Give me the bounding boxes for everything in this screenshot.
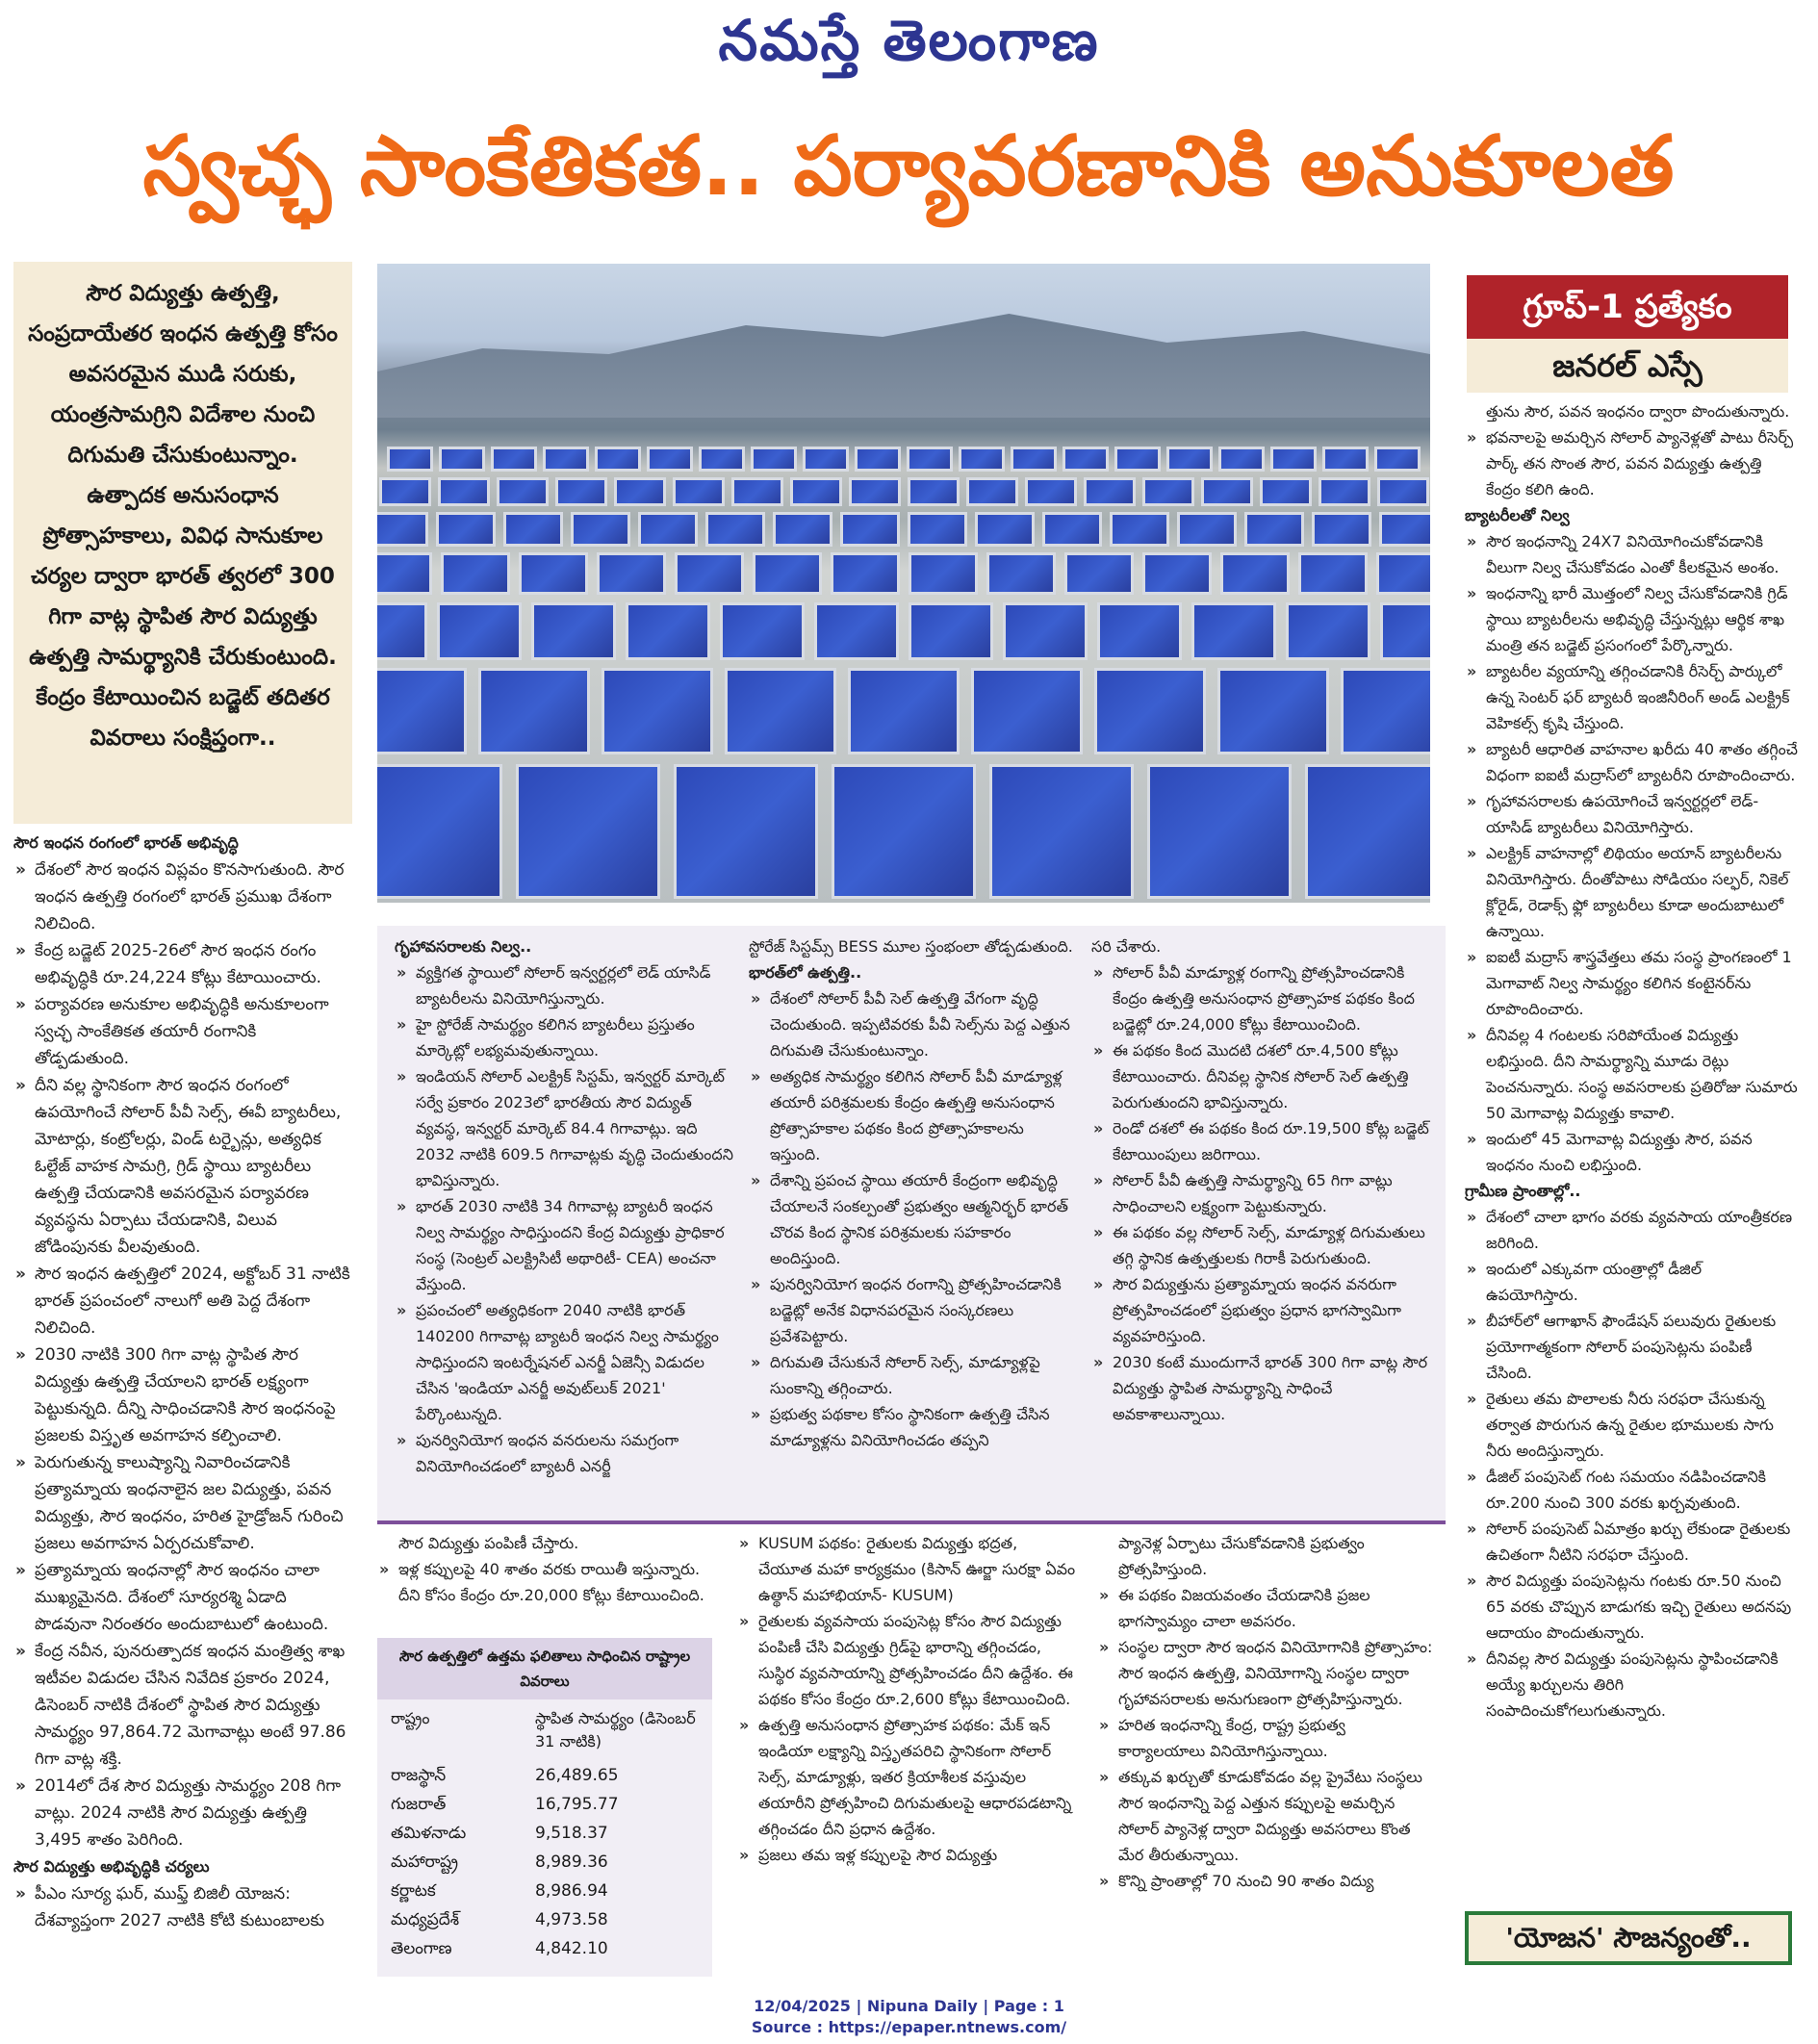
state-name: మహారాష్ట్ర — [391, 1852, 458, 1872]
solar-panel — [1244, 512, 1304, 547]
bullet: » సోలార్ పీవీ ఉత్పత్తి సామర్థ్యాన్ని 65 గిగా వాట్లు సాధించాలని లక్ష్యంగా పెట్టుకున్నారు. — [1091, 1167, 1430, 1219]
solar-panel — [1312, 512, 1371, 547]
solar-panel — [753, 552, 822, 595]
bullet: » కొన్ని ప్రాంతాల్లో 70 నుంచి 90 శాతం విద్యు — [1097, 1868, 1436, 1894]
table-row — [377, 1848, 712, 1877]
table-row — [377, 1905, 712, 1934]
solar-panel — [516, 764, 660, 899]
solar-panel — [1260, 477, 1312, 506]
bullet: » దేశంలో సోలార్ పీవీ సెల్ ఉత్పత్తి వేగంగా వృద్ధి చెందుతుంది. ఇప్పటివరకు పీవీ సెల్స్‌ను పెద్ద ఎత్తున దిగుమతి చేసుకుంటున్నాం. — [749, 985, 1076, 1063]
solar-panel — [1084, 477, 1136, 506]
solar-panel — [497, 477, 549, 506]
state-name: రాజస్థాన్ — [391, 1766, 447, 1785]
solar-panel — [1177, 512, 1237, 547]
state-name: కర్ణాటక — [391, 1881, 436, 1901]
solar-panel — [1025, 477, 1077, 506]
bullet: » సౌర విద్యుత్తు పంపుసెట్లను గంటకు రూ.50 నుంచి 65 వరకు చొప్పున బాడుగకు ఇచ్చి రైతులు అదనపు ఆదాయం పొందుతున్నారు. — [1465, 1568, 1798, 1646]
solar-panel — [1097, 602, 1182, 660]
solar-panel — [478, 668, 590, 754]
bullet: » పెరుగుతున్న కాలుష్యాన్ని నివారించడానికి ప్రత్యామ్నాయ ఇంధనాలైన జల విద్యుత్తు, పవన విద్యుత్తు, సౌర ఇంధనం, హరిత హైడ్రోజన్ గురించి ప్రజలు అవగాహన ఏర్పరచుకోవాలి. — [13, 1449, 352, 1557]
solar-panel — [377, 602, 427, 660]
solar-panel — [1166, 447, 1213, 472]
solar-panel — [647, 447, 693, 472]
bullet: » సౌర విద్యుత్తును ప్రత్యామ్నాయ ఇంధన వనరుగా ప్రోత్సహించడంలో ప్రభుత్వం ప్రధాన భాగస్వామిగా వ్యవహరిస్తుంది. — [1091, 1271, 1430, 1349]
bullet: » సోలార్ పీవీ మాడ్యూళ్ల రంగాన్ని ప్రోత్సహించడానికి కేంద్రం ఉత్పత్తి అనుసంధాన ప్రోత్సాహక పథకం కింద బడ్జెట్లో రూ.24,000 కోట్లు కేటాయించింది. — [1091, 959, 1430, 1037]
bullet: » సౌర ఇంధనాన్ని 24X7 వినియోగించుకోవడానికి వీలుగా నిల్వ చేసుకోవడం ఎంతో కీలకమైన అంశం. — [1465, 528, 1798, 580]
bullet: » ఇందులో 45 మెగావాట్ల విద్యుత్తు సౌర, పవన ఇంధనం నుంచి లభిస్తుంది. — [1465, 1126, 1798, 1178]
bullet: » గృహావసరాలకు ఉపయోగించే ఇన్వర్టర్లలో లెడ్-యాసిడ్ బ్యాటరీలు వినియోగిస్తారు. — [1465, 788, 1798, 840]
solar-panel — [1064, 552, 1134, 595]
solar-panel — [439, 447, 485, 472]
solar-panel — [1341, 668, 1430, 754]
bullet: » అత్యధిక సామర్థ్యం కలిగిన సోలార్ పీవీ మాడ్యూళ్ల తయారీ పరిశ్రమలకు కేంద్రం ఉత్పత్తి అనుసంధాన ప్రోత్సాహకాల పథకం కింద ప్రోత్సాహకాలను ఇస్తుంది. — [749, 1063, 1076, 1167]
paragraph: సౌర విద్యుత్తు పంపిణీ చేస్తారు. — [398, 1534, 579, 1552]
solar-panel — [803, 447, 849, 472]
section-heading: భారత్‌లో ఉత్పత్తి.. — [749, 963, 862, 982]
solar-panel — [674, 764, 818, 899]
solar-panel — [638, 512, 698, 547]
state-name: మధ్యప్రదేశ్ — [391, 1910, 460, 1929]
group-badge: గ్రూప్-1 ప్రత్యేకం — [1467, 275, 1788, 339]
capacity-value: 26,489.65 — [535, 1766, 619, 1785]
table-body — [377, 1761, 712, 1963]
bullet: » ప్రపంచంలో అత్యధికంగా 2040 నాటికి భారత్ 140200 గిగావాట్ల బ్యాటరీ ఇంధన నిల్వ సామర్థ్యం సాధిస్తుందని ఇంటర్నేషనల్ ఎనర్జీ ఏజెన్సీ విడుదల చేసిన 'ఇండియా ఎనర్జీ అవుట్‌లుక్ 2021' పేర్కొంటున్నది. — [395, 1297, 733, 1427]
table-row — [377, 1761, 712, 1790]
bullet: » ఈ పథకం విజయవంతం చేయడానికి ప్రజల భాగస్వామ్యం చాలా అవసరం. — [1097, 1582, 1436, 1634]
solar-panel — [491, 447, 537, 472]
solar-panel — [437, 602, 522, 660]
bullet: » తక్కువ ఖర్చుతో కూడుకోవడం వల్ల ప్రైవేటు సంస్థలు సౌర ఇంధనాన్ని పెద్ద ఎత్తున కప్పులపై అమర్చిన సోలార్ ప్యానెళ్ల ద్వారా విద్యుత్తు అవసరాలు కొంత మేర తీరుతున్నాయి. — [1097, 1764, 1436, 1868]
solar-panel — [814, 602, 899, 660]
paragraph: స్టోరేజ్ సిస్టమ్స్ BESS మూల స్తంభంలా తోడ్పడుతుంది. — [749, 937, 1073, 956]
solar-panel — [907, 447, 953, 472]
bullet: » 2030 కంటే ముందుగానే భారత్ 300 గిగా వాట్ల సౌర విద్యుత్తు స్థాపిత సామర్థ్యాన్ని సాధించే అవకాశాలున్నాయి. — [1091, 1349, 1430, 1427]
section-heading: సౌర ఇంధన రంగంలో భారత్ అభివృద్ధి — [13, 833, 239, 852]
bullet: » ఇందులో ఎక్కువగా యంత్రాల్లో డీజిల్ ఉపయోగిస్తారు. — [1465, 1256, 1798, 1308]
solar-panel — [1217, 668, 1329, 754]
bullet: » కేంద్ర బడ్జెట్ 2025-26లో సౌర ఇంధన రంగం అభివృద్ధికి రూ.24,224 కోట్లు కేటాయించారు. — [13, 937, 352, 991]
solar-panel — [848, 668, 960, 754]
solar-panel — [1063, 447, 1109, 472]
solar-panel — [1114, 447, 1161, 472]
bullet: » భవనాలపై అమర్చిన సోలార్ ప్యానెళ్లతో పాటు రీసెర్చ్ పార్క్ తన సొంత సౌర, పవన విద్యుత్తు ఉత్పత్తి కేంద్రం కలిగి ఉంది. — [1465, 424, 1798, 502]
state-name: గుజరాత్ — [391, 1795, 447, 1814]
capacity-value: 8,989.36 — [535, 1852, 608, 1872]
solar-panel — [975, 512, 1035, 547]
solar-panel — [1094, 668, 1206, 754]
solar-panel — [1298, 552, 1368, 595]
bullet: » హరిత ఇంధనాన్ని కేంద్ర, రాష్ట్ర ప్రభుత్వ కార్యాలయాలు వినియోగిస్తున్నాయి. — [1097, 1712, 1436, 1764]
bullet: » ఐఐటీ మద్రాస్ శాస్త్రవేత్తలు తమ సంస్థ ప్రాంగణంలో 1 మెగావాట్ నిల్వ సామర్థ్యం కలిగిన కంటైనర్‌ను రూపొందించారు. — [1465, 944, 1798, 1022]
solar-panel — [602, 668, 713, 754]
table-header — [377, 1699, 712, 1761]
footer — [0, 1996, 1818, 2038]
footer-source-line[interactable]: Source : https://epaper.ntnews.com/ — [751, 2018, 1067, 2036]
capacity-value: 16,795.77 — [535, 1795, 619, 1814]
solar-panel — [1286, 602, 1370, 660]
solar-panel — [555, 477, 607, 506]
capacity-value: 4,973.58 — [535, 1910, 608, 1929]
solar-panel — [909, 552, 978, 595]
table-row — [377, 1877, 712, 1905]
table-row — [377, 1934, 712, 1963]
section-heading: సౌర విద్యుత్తు అభివృద్ధికి చర్యలు — [13, 1857, 210, 1876]
solar-panel — [1220, 552, 1290, 595]
capacity-value: 8,986.94 — [535, 1881, 608, 1901]
bullet: » ఈ పథకం కింద మొదటి దశలో రూ.4,500 కోట్లు కేటాయించారు. దీనివల్ల స్థానిక సోలార్ సెల్ ఉత్పత్తి పెరుగుతుందని భావిస్తున్నారు. — [1091, 1037, 1430, 1115]
solar-panel — [840, 512, 900, 547]
paragraph: త్తును సౌర, పవన ఇంధనం ద్వారా పొందుతున్నారు. — [1486, 402, 1790, 421]
mid-column-1 — [395, 933, 733, 1479]
solar-panel — [1376, 552, 1431, 595]
bullet: » ఇళ్ల కప్పులపై 40 శాతం వరకు రాయితీ ఇస్తున్నారు. దీని కోసం కేంద్రం రూ.20,000 కోట్లు కేటాయించింది. — [377, 1556, 712, 1608]
solar-panel — [1147, 764, 1292, 899]
solar-panel — [597, 552, 666, 595]
solar-panel — [855, 447, 901, 472]
solar-panel — [1142, 552, 1212, 595]
solar-panel — [614, 477, 666, 506]
state-name: తెలంగాణ — [391, 1939, 452, 1958]
solar-panel — [959, 447, 1005, 472]
solar-panel — [731, 477, 783, 506]
paragraph: సరి చేశారు. — [1091, 937, 1162, 956]
table-row — [377, 1790, 712, 1819]
bullet: » 2014లో దేశ సౌర విద్యుత్తు సామర్థ్యం 208 గిగా వాట్లు. 2024 నాటికి సౌర విద్యుత్తు ఉత్పత్తి 3,495 శాతం పెరిగింది. — [13, 1773, 352, 1853]
state-capacity-table — [377, 1638, 712, 1977]
right-column — [1465, 398, 1798, 1724]
solar-panel — [626, 602, 710, 660]
column-header-capacity: స్థాపిత సామర్థ్యం (డిసెంబర్ 31 నాటికి) — [535, 1709, 696, 1750]
solar-panel — [1377, 477, 1429, 506]
bullet: » దేశాన్ని ప్రపంచ స్థాయి తయారీ కేంద్రంగా అభివృద్ధి చేయాలనే సంకల్పంతో ప్రభుత్వం ఆత్మనిర్భర్ భారత్ చొరవ కింద స్థానిక పరిశ్రమలకు సహకారం అందిస్తుంది. — [749, 1167, 1076, 1271]
capacity-value: 9,518.37 — [535, 1824, 608, 1843]
solar-panel — [438, 477, 490, 506]
solar-panel — [1191, 602, 1276, 660]
state-name: తమిళనాడు — [391, 1824, 467, 1843]
bullet: » సంస్థల ద్వారా సౌర ఇంధన వినియోగానికి ప్రోత్సాహం: సౌర ఇంధన ఉత్పత్తి, వినియోగాన్ని సంస్థల ద్వారా గృహావసరాలకు అనుగుణంగా ప్రోత్సహిస్తున్నారు. — [1097, 1634, 1436, 1712]
solar-panel — [377, 764, 502, 899]
lower-column-2 — [737, 1530, 1076, 1868]
bullet: » 2030 నాటికి 300 గిగా వాట్ల స్థాపిత సౌర విద్యుత్తు ఉత్పత్తి చేయాలని భారత్ లక్ష్యంగా పెట్టుకున్నది. దీన్ని సాధించడానికి సౌర ఇంధనంపై ప్రజలకు విస్తృత అవగాహన కల్పించాలి. — [13, 1341, 352, 1449]
bullet: » కేంద్ర నవీన, పునరుత్పాదక ఇంధన మంత్రిత్వ శాఖ ఇటీవల విడుదల చేసిన నివేదిక ప్రకారం 2024, డిసెంబర్ నాటికి దేశంలో స్థాపిత సౌర విద్యుత్తు సామర్థ్యం 97,864.72 మెగావాట్లు అంటే 97.86 గిగా వాట్ల శక్తి. — [13, 1638, 352, 1773]
solar-panel — [909, 602, 993, 660]
solar-panel — [986, 552, 1056, 595]
solar-panel — [971, 668, 1083, 754]
solar-panel — [1201, 477, 1253, 506]
solar-panel — [699, 447, 745, 472]
bullet: » వ్యక్తిగత స్థాయిలో సోలార్ ఇన్వర్టర్లలో లెడ్ యాసిడ్ బ్యాటరీలను వినియోగిస్తున్నారు. — [395, 959, 733, 1011]
mid-column-2 — [749, 933, 1076, 1453]
section-heading: గృహావసరాలకు నిల్వ.. — [395, 937, 532, 956]
lower-column-1 — [377, 1530, 712, 1608]
solar-panel — [1305, 764, 1430, 899]
solar-panel — [441, 552, 510, 595]
solar-panel — [436, 512, 496, 547]
bullet: » బ్యాటరీ ఆధారిత వాహనాల ఖరీదు 40 శాతం తగ్గించే విధంగా ఐఐటీ మద్రాస్‌లో బ్యాటరీని రూపొందించారు. — [1465, 736, 1798, 788]
solar-panel — [571, 512, 630, 547]
section-heading: బ్యాటరీలతో నిల్వ — [1465, 506, 1570, 524]
table-title: సౌర ఉత్పత్తిలో ఉత్తమ ఫలితాలు సాధించిన రాష్ట్రాల వివరాలు — [377, 1638, 712, 1699]
solar-panel — [1218, 447, 1265, 472]
section-heading: గ్రామీణ ప్రాంతాల్లో.. — [1465, 1182, 1581, 1200]
solar-panel — [1374, 447, 1421, 472]
solar-panel — [377, 512, 428, 547]
solar-panel — [379, 477, 431, 506]
bullet: » దీని వల్ల స్థానికంగా సౌర ఇంధన రంగంలో ఉపయోగించే సోలార్ పీవీ సెల్స్, ఈవీ బ్యాటరీలు, మోటార్లు, కంట్రోలర్లు, విండ్ టర్బైన్లు, అత్యధిక ఓల్టేజ్ వాహక సామగ్రి, గ్రిడ్ స్థాయి బ్యాటరీలు ఉత్పత్తి చేయడానికి అవసరమైన పర్యావరణ వ్యవస్థను ఏర్పాటు చేయడానికి, విలువ జోడింపునకు వీలవుతుంది. — [13, 1072, 352, 1261]
bullet: » ప్రభుత్వ పథకాల కోసం స్థానికంగా ఉత్పత్తి చేసిన మాడ్యూళ్లను వినియోగించడం తప్పని — [749, 1401, 1076, 1453]
solar-panel — [387, 447, 433, 472]
bullet: » దేశంలో సౌర ఇంధన విప్లవం కొనసాగుతుంది. సౌర ఇంధన ఉత్పత్తి రంగంలో భారత్ ప్రముఖ దేశంగా నిలిచింది. — [13, 856, 352, 937]
credit-box: 'యోజన' సౌజన్యంతో.. — [1465, 1911, 1792, 1965]
bullet: » ప్రత్యామ్నాయ ఇంధనాల్లో సౌర ఇంధనం చాలా ముఖ్యమైనది. దేశంలో సూర్యరశ్మి ఏడాది పొడవునా నిరంతరం అందుబాటులో ఉంటుంది. — [13, 1557, 352, 1638]
bullet: » రెండో దశలో ఈ పథకం కింద రూ.19,500 కోట్ల బడ్జెట్ కేటాయింపులు జరిగాయి. — [1091, 1115, 1430, 1167]
bullet: » పునర్వినియోగ ఇంధన వనరులను సమగ్రంగా వినియోగించడంలో బ్యాటరీ ఎనర్జీ — [395, 1427, 733, 1479]
bullet: » ఎలక్ట్రిక్ వాహనాల్లో లిథియం అయాన్ బ్యాటరీలను వినియోగిస్తారు. దీంతోపాటు సోడియం సల్ఫర్, నికెల్ క్లోరైడ్, రెడాక్స్ ఫ్లో బ్యాటరీలు కూడా అందుబాటులో ఉన్నాయి. — [1465, 840, 1798, 944]
bullet: » పీఎం సూర్య ఘర్, ముఫ్త్ బిజిలీ యోజన: దేశవ్యాప్తంగా 2027 నాటికి కోటి కుటుంబాలకు — [13, 1880, 352, 1934]
bullet: » ఈ పథకం వల్ల సోలార్ సెల్స్, మాడ్యూళ్ల దిగుమతులు తగ్గి స్థానిక ఉత్పత్తులకు గిరాకీ పెరుగుతుంది. — [1091, 1219, 1430, 1271]
bullet: » బ్యాటరీల వ్యయాన్ని తగ్గించడానికి రీసెర్చ్ పార్కులో ఉన్న సెంటర్ ఫర్ బ్యాటరీ ఇంజినీరింగ్ అండ్ ఎలక్ట్రిక్ వెహికల్స్ కృషి చేస్తుంది. — [1465, 658, 1798, 736]
solar-panel — [790, 477, 842, 506]
solar-panel — [989, 764, 1134, 899]
mid-column-3 — [1091, 933, 1430, 1427]
solar-panel — [673, 477, 725, 506]
solar-panel — [705, 512, 765, 547]
footer-date-line: 12/04/2025 | Nipuna Daily | Page : 1 — [754, 1997, 1064, 2015]
lower-column-3 — [1097, 1530, 1436, 1894]
bullet: » పర్యావరణ అనుకూల అభివృద్ధికి అనుకూలంగా స్వచ్ఛ సాంకేతికత తయారీ రంగానికి తోడ్పడుతుంది. — [13, 991, 352, 1072]
solar-panel — [377, 668, 467, 754]
solar-panel — [1322, 447, 1369, 472]
solar-panel — [531, 602, 616, 660]
solar-panel — [1142, 477, 1194, 506]
solar-panel — [773, 512, 832, 547]
capacity-value: 4,842.10 — [535, 1939, 608, 1958]
solar-panel — [1011, 447, 1057, 472]
bullet: » బీహార్‌లో ఆగాఖాన్ ఫౌండేషన్ పలువురు రైతులకు ప్రయోగాత్మకంగా సోలార్ పంపుసెట్లను పంపిణీ చేసింది. — [1465, 1308, 1798, 1386]
mountain-shape — [377, 302, 1430, 418]
bullet: » డీజిల్ పంపుసెట్ గంట సమయం నడిపించడానికి రూ.200 నుంచి 300 వరకు ఖర్చవుతుంది. — [1465, 1464, 1798, 1516]
solar-panel — [849, 477, 901, 506]
bullet: » దీనివల్ల 4 గంటలకు సరిపోయేంత విద్యుత్తు లభిస్తుంది. దీని సామర్థ్యాన్ని మూడు రెట్లు పెంచనున్నారు. సంస్థ అవసరాలకు ప్రతిరోజు సుమారు 50 మెగావాట్ల విద్యుత్తు కావాలి. — [1465, 1022, 1798, 1126]
bullet: » సోలార్ పంపుసెట్ ఏమాత్రం ఖర్చు లేకుండా రైతులకు ఉచితంగా నీటిని సరఫరా చేస్తుంది. — [1465, 1516, 1798, 1568]
solar-panel — [751, 447, 797, 472]
masthead: నమస్తే తెలంగాణ — [718, 8, 1100, 73]
bullet: » ప్రజలు తమ ఇళ్ల కప్పులపై సౌర విద్యుత్తు — [737, 1842, 1076, 1868]
solar-panel — [1110, 512, 1169, 547]
paragraph: ప్యానెళ్ల ఏర్పాటు చేసుకోవడానికి ప్రభుత్వం ప్రోత్సహిస్తుంది. — [1118, 1534, 1365, 1578]
solar-panel — [377, 552, 432, 595]
bullet: » సౌర ఇంధన ఉత్పత్తిలో 2024, అక్టోబర్ 31 నాటికి భారత్ ప్రపంచంలో నాలుగో అతి పెద్ద దేశంగా నిలిచింది. — [13, 1261, 352, 1341]
left-column — [13, 830, 352, 1934]
solar-panel — [1379, 512, 1430, 547]
solar-panel — [1042, 512, 1102, 547]
bullet: » ఇంధనాన్ని భారీ మొత్తంలో నిల్వ చేసుకోవడానికి గ్రిడ్ స్థాయి బ్యాటరీలను అభివృద్ధి చేస్తున్నట్లు ఆర్థిక శాఖ మంత్రి తన బడ్జెట్ ప్రసంగంలో పేర్కొన్నారు. — [1465, 580, 1798, 658]
solar-farm-photo — [377, 264, 1430, 903]
solar-panel — [1003, 602, 1088, 660]
bullet: » దేశంలో చాలా భాగం వరకు వ్యవసాయ యాంత్రీకరణ జరిగింది. — [1465, 1204, 1798, 1256]
solar-panel — [1270, 447, 1317, 472]
bullet: » రైతులు తమ పొలాలకు నీరు సరఫరా చేసుకున్న తర్వాత పొరుగున ఉన్న రైతుల భూములకు సాగు నీరు అందిస్తున్నారు. — [1465, 1386, 1798, 1464]
solar-panel — [908, 477, 960, 506]
solar-panel — [595, 447, 641, 472]
solar-panel — [966, 477, 1018, 506]
solar-panel — [720, 602, 805, 660]
solar-panel — [725, 668, 836, 754]
solar-panel — [832, 764, 976, 899]
bullet: » ఇండియన్ సోలార్ ఎలక్ట్రిక్ సిస్టమ్, ఇన్వర్టర్ మార్కెట్ సర్వే ప్రకారం 2023లో భారతీయ సౌర విద్యుత్ వ్యవస్థ, ఇన్వర్టర్ మార్కెట్ 84.4 గిగావాట్లు. ఇది 2032 నాటికి 609.5 గిగావాట్లకు వృద్ధి చెందుతుందని భావిస్తున్నారు. — [395, 1063, 733, 1193]
bullet: » దిగుమతి చేసుకునే సోలార్ సెల్స్, మాడ్యూళ్లపై సుంకాన్ని తగ్గించారు. — [749, 1349, 1076, 1401]
solar-panel — [519, 552, 588, 595]
solar-panel — [1380, 602, 1430, 660]
column-header-state: రాష్ట్రం — [391, 1709, 430, 1727]
solar-panel — [503, 512, 563, 547]
headline: స్వచ్ఛ సాంకేతికత.. పర్యావరణానికి అనుకూలత — [142, 118, 1675, 215]
bullet: » హై స్టోరేజ్ సామర్థ్యం కలిగిన బ్యాటరీలు ప్రస్తుతం మార్కెట్లో లభ్యమవుతున్నాయి. — [395, 1011, 733, 1063]
bullet: » దీనివల్ల సౌర విద్యుత్తు పంపుసెట్లను స్థాపించడానికి అయ్యే ఖర్చులను తిరిగి సంపాదించుకోగలుగుతున్నారు. — [1465, 1646, 1798, 1724]
solar-panel — [543, 447, 589, 472]
table-row — [377, 1819, 712, 1848]
solar-panel — [675, 552, 744, 595]
bullet: » KUSUM పథకం: రైతులకు విద్యుత్తు భద్రత, చేయూత మహా కార్యక్రమం (కిసాన్ ఊర్జా సురక్షా ఏవం ఉత్థాన్ మహాభియాన్- KUSUM) — [737, 1530, 1076, 1608]
subject-label: జనరల్ ఎస్సే — [1467, 339, 1788, 393]
solar-panel — [908, 512, 967, 547]
bullet: » భారత్ 2030 నాటికి 34 గిగావాట్ల బ్యాటరీ ఇంధన నిల్వ సామర్థ్యం సాధిస్తుందని కేంద్ర విద్యుత్తు ప్రాధికార సంస్థ (సెంట్రల్ ఎలక్ట్రిసిటీ అథారిటీ- CEA) అంచనా వేస్తుంది. — [395, 1193, 733, 1297]
bullet: » రైతులకు వ్యవసాయ పంపుసెట్ల కోసం సౌర విద్యుత్తు పంపిణీ చేసి విద్యుత్తు గ్రిడ్‌పై భారాన్ని తగ్గించడం, సుస్థిర వ్యవసాయాన్ని ప్రోత్సహించడం దీని ఉద్దేశం. ఈ పథకం కోసం కేంద్రం రూ.2,600 కోట్లు కేటాయించింది. — [737, 1608, 1076, 1712]
intro-box: సౌర విద్యుత్తు ఉత్పత్తి, సంప్రదాయేతర ఇంధన ఉత్పత్తి కోసం అవసరమైన ముడి సరుకు, యంత్రసామగ్రిని విదేశాల నుంచి దిగుమతి చేసుకుంటున్నాం. ఉత్పాదక అనుసంధాన ప్రోత్సాహకాలు, వివిధ సానుకూల చర్యల ద్వారా భారత్ త్వరలో 300 గిగా వాట్ల స్థాపిత సౌర విద్యుత్తు ఉత్పత్తి సామర్థ్యానికి చేరుకుంటుంది. కేంద్రం కేటాయించిన బడ్జెట్ తదితర వివరాలు సంక్షిప్తంగా.. — [13, 262, 352, 824]
bullet: » ఉత్పత్తి అనుసంధాన ప్రోత్సాహక పథకం: మేక్ ఇన్ ఇండియా లక్ష్యాన్ని విస్తృతపరిచి స్థానికంగా సోలార్ సెల్స్, మాడ్యూళ్లు, ఇతర క్రియాశీలక వస్తువుల తయారీని ప్రోత్సహించి దిగుమతులపై ఆధారపడటాన్ని తగ్గించడం దీని ప్రధాన ఉద్దేశం. — [737, 1712, 1076, 1842]
solar-panel — [1319, 477, 1370, 506]
bullet: » పునర్వినియోగ ఇంధన రంగాన్ని ప్రోత్సహించడానికి బడ్జెట్లో అనేక విధానపరమైన సంస్కరణలు ప్రవేశపెట్టారు. — [749, 1271, 1076, 1349]
solar-panel — [831, 552, 900, 595]
